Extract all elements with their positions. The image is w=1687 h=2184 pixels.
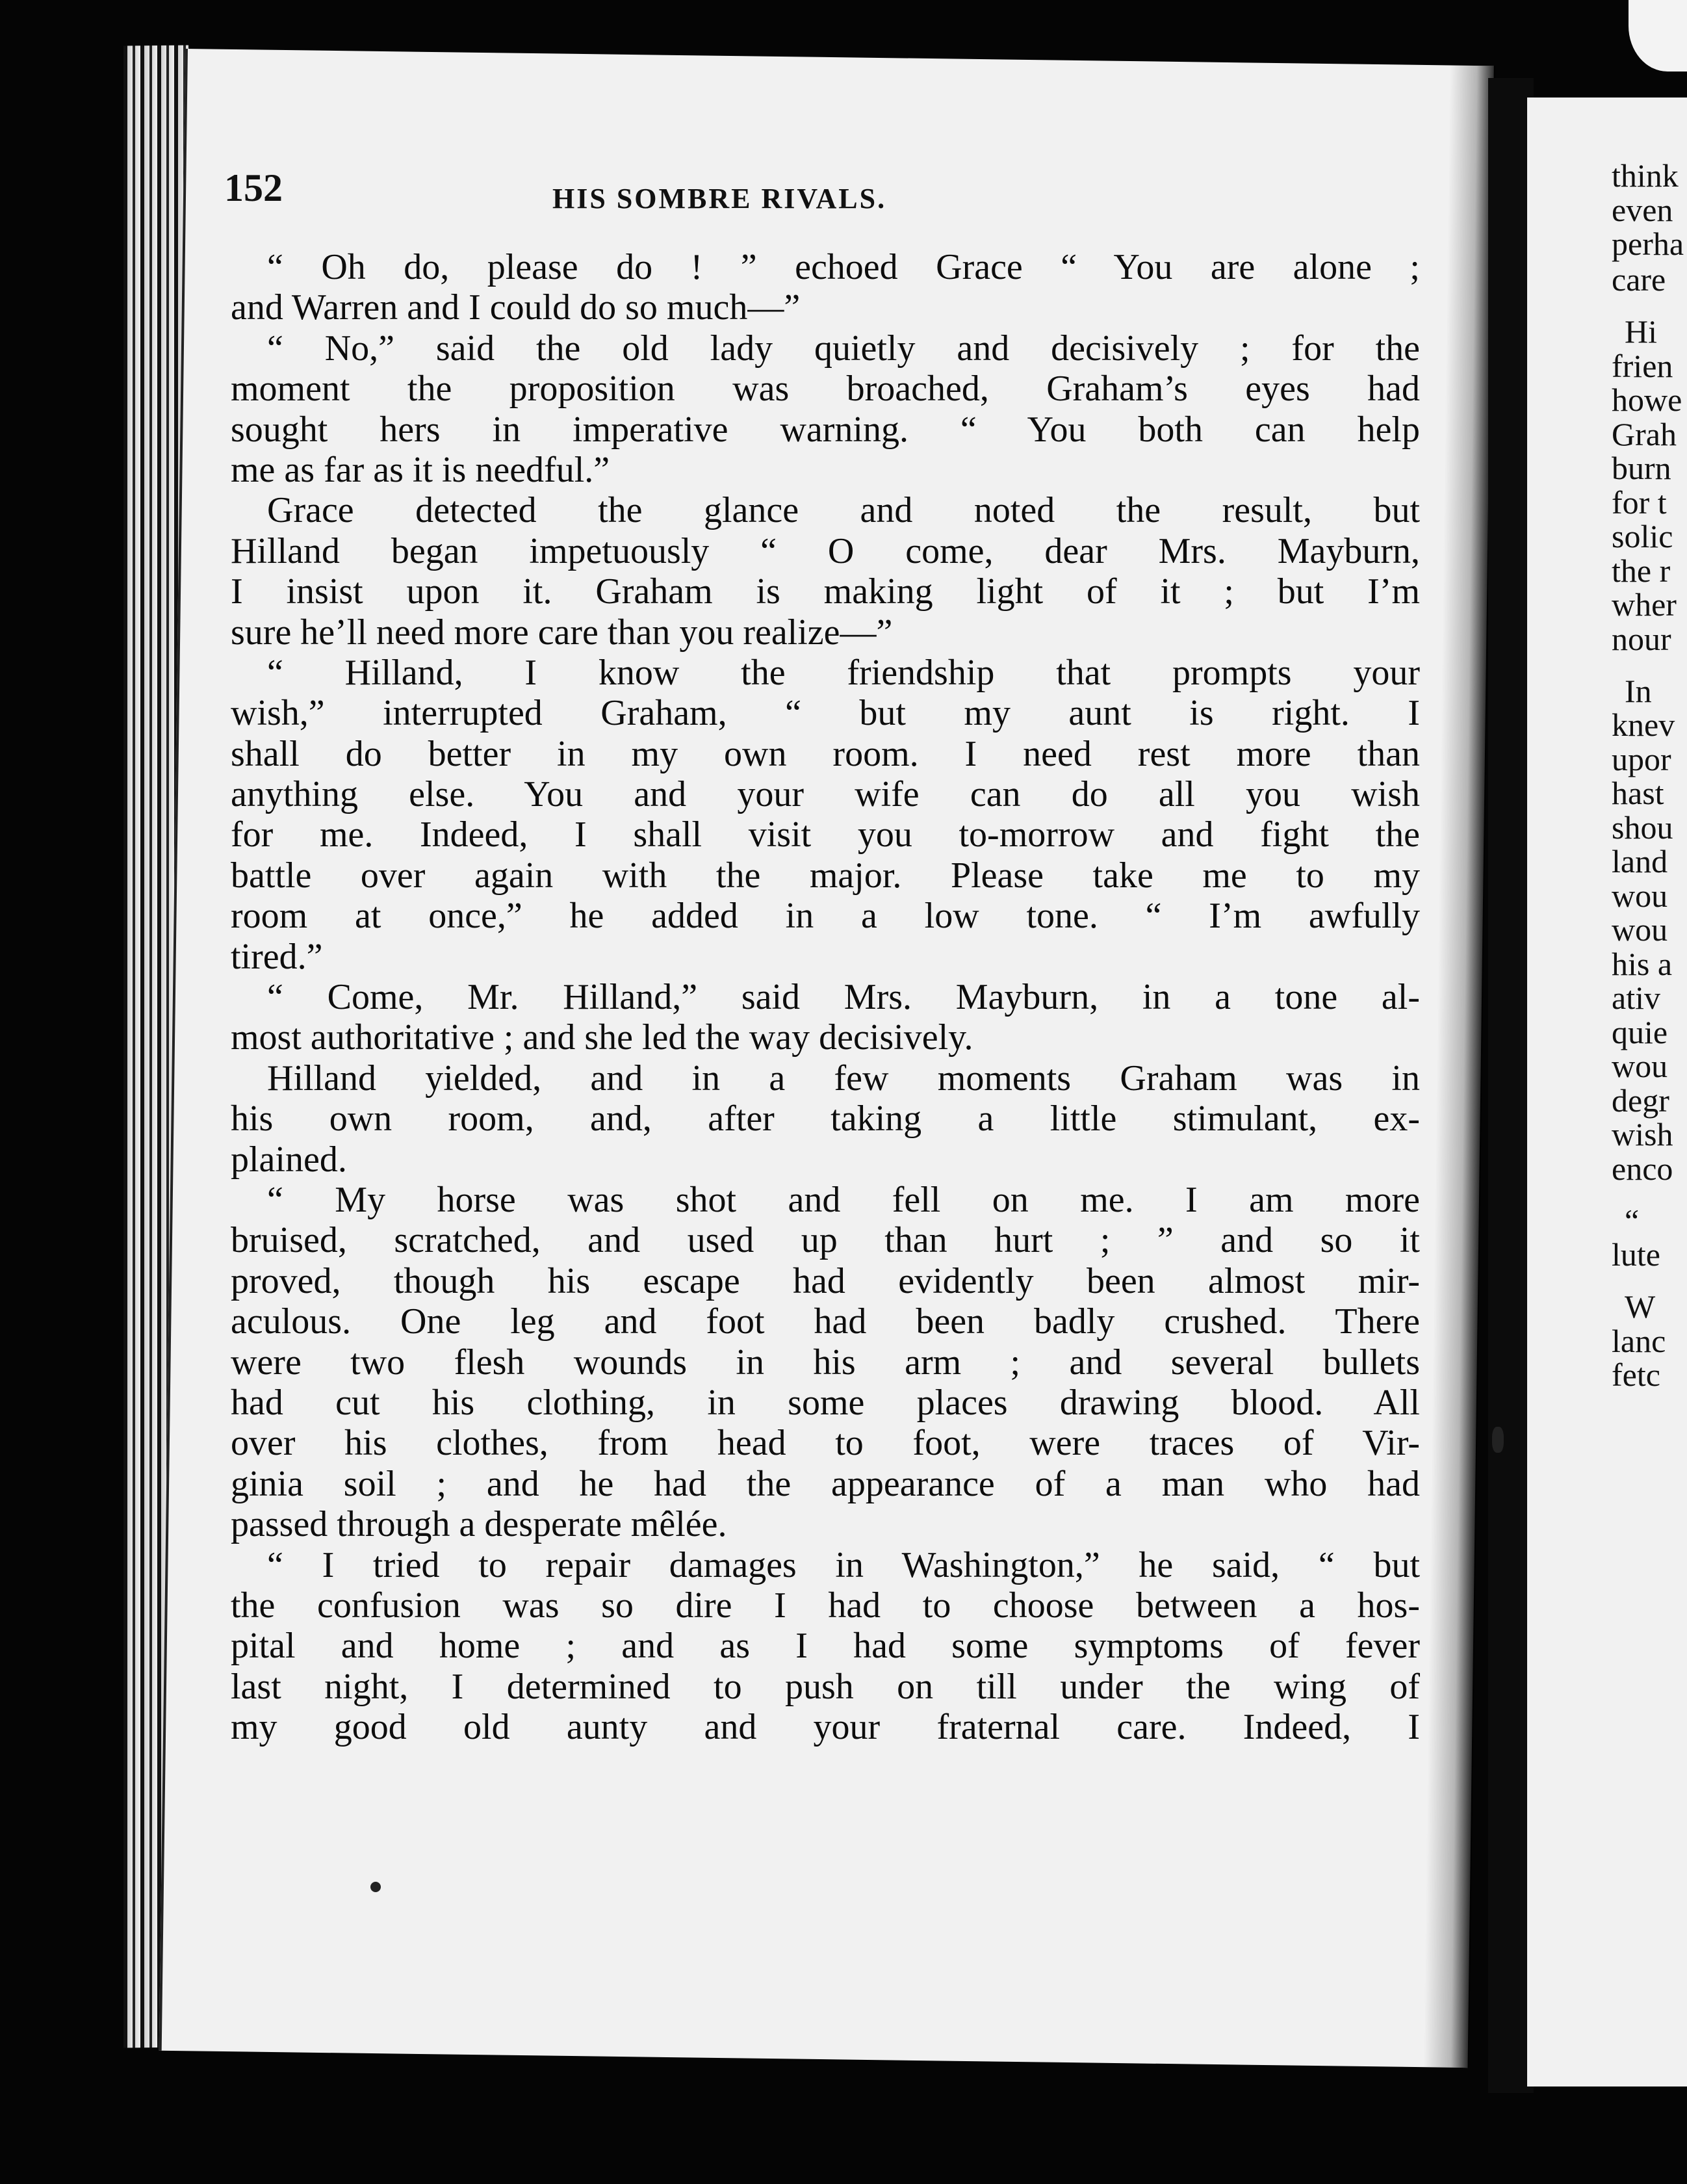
text-line: sought hers in imperative warning. “ You both can help (231, 409, 1420, 450)
right-page-fragment: wher (1612, 586, 1677, 623)
right-page (1527, 98, 1687, 2086)
text-line: wish,” interrupted Graham, “ but my aunt is right. I (231, 693, 1420, 734)
ink-speck (370, 1882, 381, 1892)
right-page-fragment: perha (1612, 226, 1684, 262)
right-page-fragment: for t (1612, 484, 1667, 521)
right-page-fragment: enco (1612, 1150, 1673, 1187)
right-page-fragment: care (1612, 261, 1666, 298)
text-line: proved, though his escape had evidently been almost mir- (231, 1260, 1420, 1301)
right-page-fragment: solic (1612, 518, 1673, 554)
text-line: for me. Indeed, I shall visit you to-morrow and fight the (231, 814, 1420, 855)
text-line: and Warren and I could do so much—” (231, 287, 801, 328)
right-page-fragment: fetc (1612, 1357, 1660, 1393)
right-page-fragment: ativ (1612, 980, 1660, 1016)
right-page-fragment: In (1625, 673, 1652, 709)
text-line: my good old aunty and your fraternal care. Indeed, I (231, 1707, 1420, 1748)
text-line: most authoritative ; and she led the way decisively. (231, 1017, 973, 1058)
right-page-fragment: quie (1612, 1014, 1668, 1050)
page-gutter-shadow (1424, 65, 1495, 2068)
right-page-fragment: shou (1612, 809, 1673, 846)
right-page-fragment: lanc (1612, 1323, 1666, 1359)
right-page-fragment: nour (1612, 621, 1671, 657)
right-page-fragment: lute (1612, 1236, 1660, 1273)
text-line: last night, I determined to push on till under the wing of (231, 1666, 1420, 1707)
text-line: shall do better in my own room. I need rest more than (231, 733, 1420, 774)
text-line: the confusion was so dire I had to choose between a hos- (231, 1585, 1420, 1626)
right-page-fragment: even (1612, 192, 1673, 228)
text-line: his own room, and, after taking a little stimulant, ex- (231, 1098, 1420, 1139)
right-page-fragment: wish (1612, 1116, 1673, 1152)
right-page-fragment: Grah (1612, 416, 1677, 452)
right-page-fragment: land (1612, 843, 1668, 879)
text-line: “ Come, Mr. Hilland,” said Mrs. Mayburn, in a tone al- (267, 977, 1420, 1018)
right-page-fragment: Hi (1625, 313, 1657, 350)
right-page-fragment: “ (1625, 1202, 1640, 1239)
right-page-fragment: wou (1612, 878, 1668, 914)
text-line: anything else. You and your wife can do all you wish (231, 774, 1420, 815)
text-line: tired.” (231, 936, 323, 977)
right-page-fragment: wou (1612, 1048, 1668, 1084)
right-page-fragment: howe (1612, 382, 1682, 418)
text-line: “ No,” said the old lady quietly and decisively ; for the (267, 328, 1420, 369)
running-head: HIS SOMBRE RIVALS. (552, 183, 887, 214)
text-line: “ My horse was shot and fell on me. I am more (267, 1179, 1420, 1220)
text-line: Grace detected the glance and noted the result, but (267, 490, 1420, 531)
ink-speck (1492, 1427, 1504, 1453)
text-line: over his clothes, from head to foot, were traces of Vir- (231, 1423, 1420, 1464)
text-line: “ Hilland, I know the friendship that prompts your (267, 652, 1420, 693)
right-page-fragment: hast (1612, 775, 1664, 811)
text-line: Hilland began impetuously “ O come, dear Mrs. Mayburn, (231, 530, 1420, 571)
text-line: had cut his clothing, in some places drawing blood. All (231, 1382, 1420, 1423)
text-line: were two flesh wounds in his arm ; and several bullets (231, 1342, 1420, 1383)
right-page-fragment: burn (1612, 450, 1671, 486)
corner-blot (1629, 0, 1687, 72)
right-page-fragment: upor (1612, 741, 1671, 777)
text-line: “ Oh do, please do ! ” echoed Grace “ You are alone ; (267, 247, 1420, 287)
text-line: Hilland yielded, and in a few moments Graham was in (267, 1058, 1420, 1098)
right-page-fragment: wou (1612, 911, 1668, 948)
right-page-fragment: degr (1612, 1082, 1669, 1119)
right-page-fragment: knev (1612, 707, 1675, 743)
text-line: plained. (231, 1139, 347, 1180)
right-page-fragment: think (1612, 157, 1679, 194)
text-line: passed through a desperate mêlée. (231, 1504, 727, 1545)
text-line: room at once,” he added in a low tone. “ I’m awfully (231, 896, 1420, 937)
page-number: 152 (224, 166, 283, 209)
body-text (231, 247, 1420, 1747)
text-line: “ I tried to repair damages in Washington,” he said, “ but (267, 1544, 1420, 1585)
text-line: pital and home ; and as I had some symptoms of fever (231, 1626, 1420, 1667)
text-line: battle over again with the major. Please take me to my (231, 855, 1420, 896)
right-page-fragment: his a (1612, 946, 1673, 982)
right-page-fragment: W (1625, 1288, 1656, 1325)
right-page-fragment: the r (1612, 552, 1671, 589)
text-line: aculous. One leg and foot had been badly crushed. There (231, 1301, 1420, 1342)
text-line: bruised, scratched, and used up than hurt ; ” and so it (231, 1220, 1420, 1261)
text-line: me as far as it is needful.” (231, 449, 610, 490)
text-line: I insist upon it. Graham is making light of it ; but I’m (231, 571, 1420, 612)
text-line: ginia soil ; and he had the appearance of a man who had (231, 1463, 1420, 1504)
text-line: sure he’ll need more care than you realize—” (231, 612, 893, 653)
right-page-fragment: frien (1612, 348, 1673, 384)
text-line: moment the proposition was broached, Graham’s eyes had (231, 369, 1420, 410)
